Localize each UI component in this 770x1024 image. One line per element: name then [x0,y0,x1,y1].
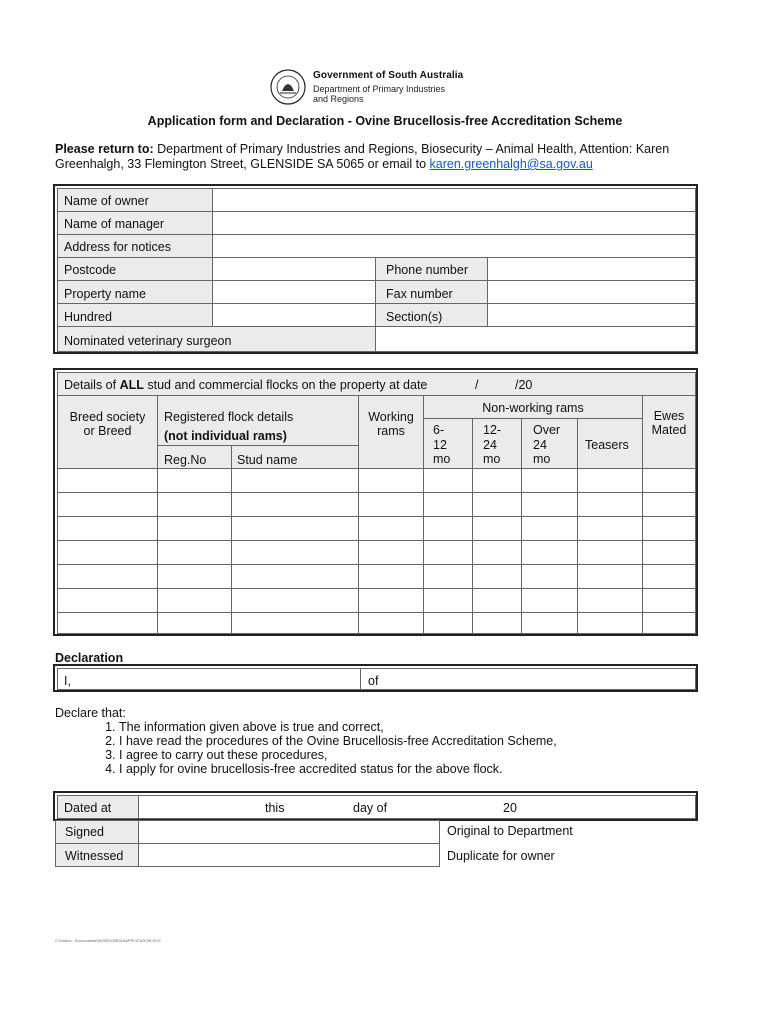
flock-cell[interactable] [157,468,232,493]
reg-no-header: Reg.No [164,453,207,467]
footer-path: C:\Users\...\Documents\WORD\OBDSAAPPLICATION.DOC [55,938,162,943]
registered-header: Registered flock details [164,410,294,424]
original-label: Original to Department [447,824,573,838]
declarant-name-field[interactable] [57,668,361,690]
signed-field[interactable] [138,820,440,844]
flock-cell[interactable] [358,492,424,517]
flock-cell[interactable] [57,540,158,565]
declaration-name-table [53,664,698,692]
flock-cell[interactable] [57,468,158,493]
property-name-field[interactable] [212,280,376,304]
flock-cell[interactable] [57,612,158,634]
flock-cell[interactable] [642,612,696,634]
flock-cell[interactable] [358,564,424,589]
flock-cell[interactable] [472,612,522,634]
flock-cell[interactable] [157,564,232,589]
dept-name: Department of Primary Industries and Regions [313,84,446,104]
hundred-label: Hundred [64,310,112,324]
name-of-manager-field[interactable] [212,211,696,235]
declarant-of-field[interactable] [360,668,696,690]
declare-item: 1. The information given above is true and correct, [119,720,557,734]
flock-cell[interactable] [472,468,522,493]
flock-cell[interactable] [423,540,473,565]
sections-field[interactable] [487,303,696,327]
vet-field[interactable] [375,326,696,352]
name-of-manager-label: Name of manager [64,217,165,231]
duplicate-label: Duplicate for owner [447,849,555,863]
dated-at-field[interactable] [138,795,696,819]
flock-cell[interactable] [157,540,232,565]
day-of-label: day of [353,801,388,815]
working-rams-header: Working rams [368,410,414,438]
declare-list: Declare that: 1. The information given above is true and correct, 2. I have read the procedures of the Ovine Brucellosis-free Accreditation Scheme, 3. I agree to carry out these procedures, 4. I apply for ovine brucellosis-free accredited status for the above flock. [55,706,557,776]
flock-cell[interactable] [642,540,696,565]
flock-cell[interactable] [157,612,232,634]
flock-cell[interactable] [57,492,158,517]
flock-cell[interactable] [423,564,473,589]
flock-cell[interactable] [57,564,158,589]
south-australia-crest-icon [268,69,308,105]
fax-field[interactable] [487,280,696,304]
flock-cell[interactable] [231,468,359,493]
flock-cell[interactable] [423,516,473,541]
flock-cell[interactable] [157,516,232,541]
gov-name: Government of South Australia [313,70,464,81]
flock-cell[interactable] [642,588,696,613]
flock-cell[interactable] [577,540,643,565]
flock-cell[interactable] [358,540,424,565]
not-individual-header: (not individual rams) [164,429,287,443]
this-label: this [265,801,285,815]
flock-cell[interactable] [358,516,424,541]
flock-cell[interactable] [521,564,578,589]
phone-label: Phone number [386,263,469,277]
flock-cell[interactable] [358,588,424,613]
flock-cell[interactable] [423,588,473,613]
postcode-label: Postcode [64,263,117,277]
flock-cell[interactable] [157,492,232,517]
address-field[interactable] [212,234,696,258]
flock-cell[interactable] [521,468,578,493]
flock-cell[interactable] [157,588,232,613]
flocks-table [53,368,698,636]
teasers-header: Teasers [585,438,629,452]
flock-cell[interactable] [521,516,578,541]
flock-cell[interactable] [423,492,473,517]
flocks-title: Details of ALL stud and commercial flocks on the property at date [64,378,428,392]
flock-cell[interactable] [231,564,359,589]
email-link[interactable]: karen.greenhalgh@sa.gov.au [429,157,593,171]
vet-label: Nominated veterinary surgeon [64,334,232,348]
postcode-field[interactable] [212,257,376,281]
flock-cell[interactable] [472,564,522,589]
flock-cell[interactable] [521,540,578,565]
ewes-mated-header: Ewes Mated [651,409,687,437]
flock-cell[interactable] [521,612,578,634]
phone-field[interactable] [487,257,696,281]
return-info: Please return to: Department of Primary Industries and Regions, Biosecurity – Animal Health, Attention: Karen Greenhalgh, 33 Flemington Street, GLENSIDE SA 5065 or email to karen.greenhalgh@sa.gov.au [55,142,670,171]
flock-cell[interactable] [642,492,696,517]
year-label: 20 [503,801,517,815]
hundred-field[interactable] [212,303,376,327]
date-year: /20 [515,378,533,392]
name-of-owner-field[interactable] [212,188,696,212]
declare-item: 4. I apply for ovine brucellosis-free accredited status for the above flock. [119,762,557,776]
flock-cell[interactable] [642,516,696,541]
owner-details-table [53,184,698,354]
flock-cell[interactable] [642,564,696,589]
witnessed-field[interactable] [138,843,440,867]
flock-cell[interactable] [358,612,424,634]
flock-cell[interactable] [231,540,359,565]
declaration-title: Declaration [55,651,124,665]
flock-cell[interactable] [577,468,643,493]
property-name-label: Property name [64,287,146,301]
flock-cell[interactable] [57,516,158,541]
of-label: of [368,674,379,688]
declare-item: 3. I agree to carry out these procedures, [119,748,557,762]
flock-cell[interactable] [231,588,359,613]
non-working-header: Non-working rams [482,401,584,415]
flock-cell[interactable] [57,588,158,613]
col-6-12-header: 6- 12 mo [433,423,451,466]
col-over-24-header: Over 24 mo [533,423,561,466]
breed-header: Breed society or Breed [69,410,146,438]
i-label: I, [64,674,71,688]
flock-cell[interactable] [577,612,643,634]
dated-at-label: Dated at [64,801,112,815]
flock-cell[interactable] [577,564,643,589]
stud-name-header: Stud name [237,453,298,467]
flock-cell[interactable] [577,588,643,613]
flock-cell[interactable] [231,492,359,517]
flock-cell[interactable] [472,540,522,565]
declare-item: 2. I have read the procedures of the Ovine Brucellosis-free Accreditation Scheme, [119,734,557,748]
flock-cell[interactable] [577,516,643,541]
flock-cell[interactable] [521,492,578,517]
flock-cell[interactable] [577,492,643,517]
signing-table [53,791,698,821]
col-12-24-header: 12- 24 mo [483,423,502,466]
flock-cell[interactable] [231,516,359,541]
flock-cell[interactable] [358,468,424,493]
flock-cell[interactable] [472,588,522,613]
form-title: Application form and Declaration - Ovine Brucellosis-free Accreditation Scheme [147,114,623,128]
witnessed-label: Witnessed [65,849,124,863]
flock-cell[interactable] [642,468,696,493]
date-slash: / [475,378,479,392]
flock-cell[interactable] [423,468,473,493]
flock-cell[interactable] [472,516,522,541]
fax-label: Fax number [386,287,453,301]
sections-label: Section(s) [386,310,443,324]
flock-cell[interactable] [423,612,473,634]
flock-cell[interactable] [521,588,578,613]
address-label: Address for notices [64,240,171,254]
flock-cell[interactable] [472,492,522,517]
name-of-owner-label: Name of owner [64,194,149,208]
signed-label: Signed [65,825,104,839]
flock-cell[interactable] [231,612,359,634]
